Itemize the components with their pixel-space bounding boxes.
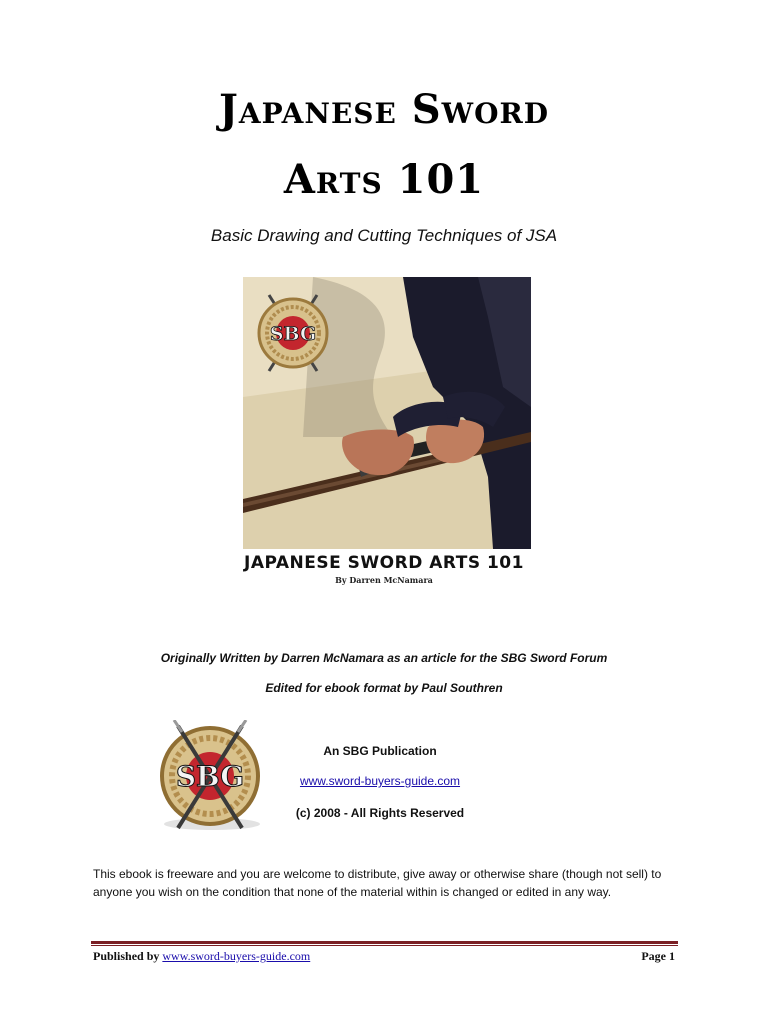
credit-original-author: Originally Written by Darren McNamara as an article for the SBG Sword Forum	[160, 651, 608, 665]
subtitle: Basic Drawing and Cutting Techniques of JSA	[210, 226, 558, 245]
credit-editor: Edited for ebook format by Paul Southren	[265, 681, 503, 695]
footer-link[interactable]: www.sword-buyers-guide.com	[162, 949, 311, 963]
cover-logo-text: SBG	[269, 323, 317, 345]
copyright-notice: (c) 2008 - All Rights Reserved	[295, 806, 465, 820]
publication-link[interactable]: www.sword-buyers-guide.com	[299, 774, 461, 788]
title-line-1: Japanese Sword	[218, 86, 550, 133]
cover-caption: JAPANESE SWORD ARTS 101	[244, 553, 524, 573]
sbg-publication-logo-icon	[150, 720, 272, 832]
cover-author: By Darren McNamara	[335, 575, 433, 585]
footer-published-by	[93, 949, 310, 964]
freeware-disclaimer: This ebook is freeware and you are welcome to distribute, give away or otherwise share (though not sell) to anyone you wish on the condition that none of the material within is changed or edited in any way.	[93, 867, 662, 899]
sbg-logo-icon	[249, 287, 337, 375]
footer-divider-thin	[91, 945, 678, 946]
publication-label: An SBG Publication	[323, 744, 437, 758]
footer-published-label: Published by	[93, 949, 163, 963]
publication-logo-text: SBG	[175, 760, 245, 793]
title-line-2: Arts 101	[283, 156, 485, 203]
cover-image	[243, 277, 531, 549]
footer-divider-thick	[91, 941, 678, 944]
footer-page-number: Page 1	[641, 949, 675, 963]
